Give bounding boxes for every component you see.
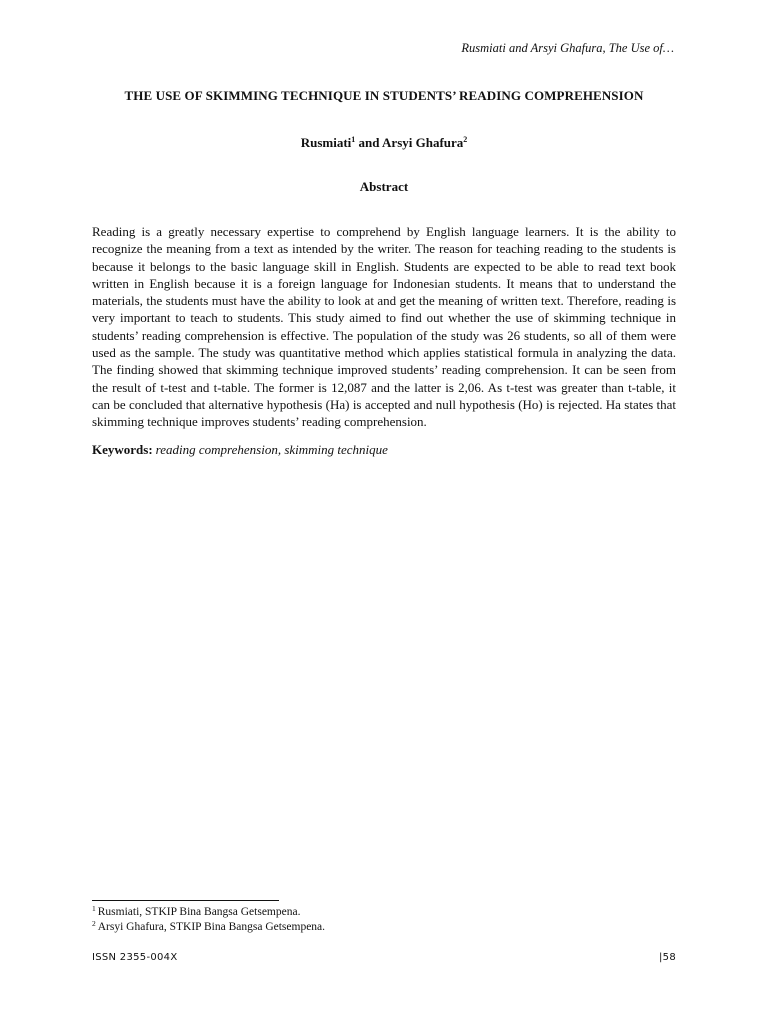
keywords-label: Keywords: [92, 442, 153, 457]
author-name: Arsyi Ghafura [382, 135, 464, 150]
keywords-value: reading comprehension, skimming technique [155, 442, 388, 457]
footnote-text: Arsyi Ghafura, STKIP Bina Bangsa Getsempena. [97, 921, 326, 933]
author-separator: and [355, 135, 383, 150]
page-number: |58 [659, 952, 676, 963]
footnote-text: Rusmiati, STKIP Bina Bangsa Getsempena. [97, 906, 301, 918]
author-footnote-mark: 2 [463, 135, 468, 144]
abstract-body: Reading is a greatly necessary expertise to comprehend by English language learners. It is the ability to recognize the meaning from a text as intended by the writer. The reason for teaching reading to the students is because it belongs to the basic language skill in English. Students are expected to be able to read text book written in English because it is a foreign language for Indonesian students. It means that to understand the materials, the students must have the ability to look at and get the meaning of written text. Therefore, reading is very important to teach to students. This study aimed to find out whether the use of skimming technique in students’ reading comprehension is effective. The population of the study was 26 students, so all of them were used as the sample. The study was quantitative method which applies statistical formula in analyzing the data. The finding showed that skimming technique improved students’ reading comprehension. It can be seen from the result of t-test and t-table. The former is 12,087 and the latter is 2,06. As t-test was greater than t-table, it can be concluded that alternative hypothesis (Ha) is accepted and null hypothesis (Ho) is rejected. Ha states that skimming technique improves students’ reading comprehension. [92, 224, 676, 430]
author-footnote-mark: 1 [351, 135, 356, 144]
keywords-line [92, 442, 676, 458]
issn-label: ISSN 2355-004X [92, 952, 178, 963]
abstract-heading: Abstract [359, 179, 409, 194]
paper-title: THE USE OF SKIMMING TECHNIQUE IN STUDENTS’ READING COMPREHENSION [124, 88, 644, 103]
author-name: Rusmiati [300, 135, 352, 150]
footnote-divider [92, 900, 279, 901]
footnote [92, 906, 300, 918]
author-line [0, 135, 768, 151]
running-head: Rusmiati and Arsyi Ghafura, The Use of… [461, 41, 674, 55]
footnote-mark: 2 [92, 919, 96, 928]
footnote-mark: 1 [92, 904, 96, 913]
footnote [92, 921, 325, 933]
